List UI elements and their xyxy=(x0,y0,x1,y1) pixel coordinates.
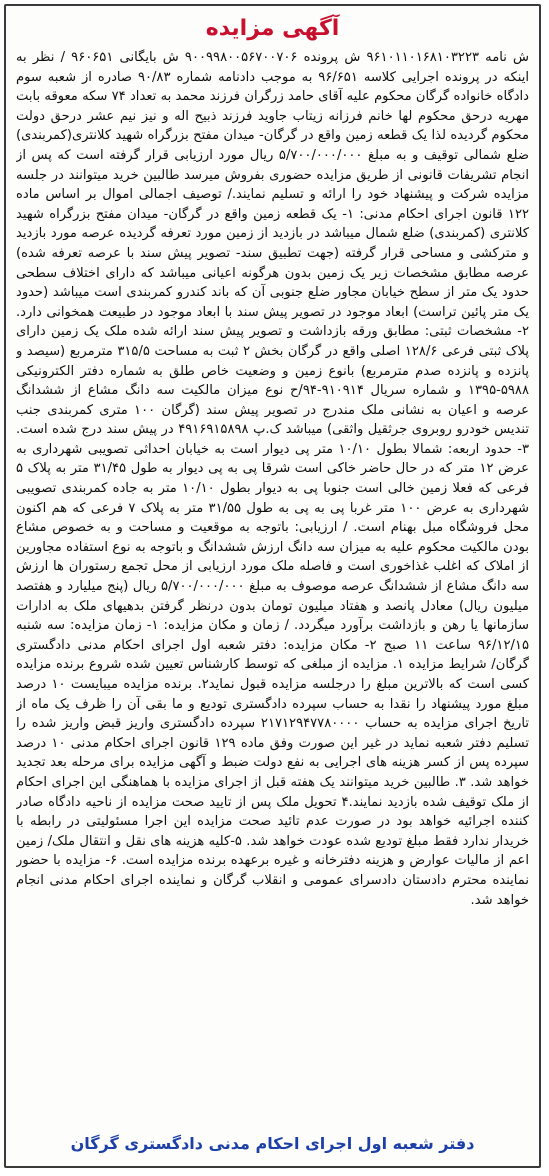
notice-body: ش نامه ۹۶۱۰۱۱۰۱۶۸۱۰۳۲۲۳ ش پرونده ۹۰۰۹۹۸۰۰۵۶۷۰۰۷۰۶ ش بایگانی ۹۶۰۶۵۱ / نظر به اینکه در پرونده اجرایی کلاسه ۹۶/۶۵۱ به موجب دادنامه شماره ۹۰/۸۳ صادره از شعبه سوم دادگاه خانواده گرگان محکوم علیه آقای حامد زرگران فرزند محمد به تعداد ۷۴ سکه معوقه بابت مهریه درحق محکوم لها خانم فرزانه زیتاب جاوید فرزند ذبیح اله و نیز نیم عشر درحق دولت محکوم گردیده لذا یک قطعه زمین واقع در گرگان- میدان مفتح بزرگراه شهید کلانتری(کمربندی) ضلع شمالی توقیف و به مبلغ ۵/۷۰۰/۰۰۰/۰۰۰ ریال مورد ارزیابی قرار گرفته است که پس از انجام تشریفات قانونی از طریق مزایده حضوری بفروش میرسد طالبین خرید میتوانند در جلسه مزایده شرکت و پیشنهاد خود را ارائه و تسلیم نمایند./ توصیف اجمالی اموال بر اساس ماده ۱۲۲ قانون اجرای احکام مدنی: ۱- یک قطعه زمین واقع در گرگان- میدان مفتح بزرگراه شهید کلانتری (کمربندی) ضلع شمال میباشد در بازدید از زمین مورد تعرفه گردیده عرصه مورد بازدید و مترکشی و مساحی قرار گرفته (جهت تطبیق سند- تصویر پیش سند با عرصه تعرفه شده) عرصه مطابق مشخصات زیر یک زمین بدون هرگونه اعیانی میباشد که دارای اختلاف سطحی حدود یک متر از سطح خیابان مجاور ضلع جنوبی آن که باند کندرو کمربندی است میباشد (حدود یک متر پائین تراست) ابعاد موجود در تصویر پیش سند با ابعاد موجود در طبیعت همخوانی دارد. ۲- مشخصات ثبتی: مطابق ورقه بازداشت و تصویر پیش سند ارائه شده ملک یک زمین دارای پلاک ثبتی فرعی ۱۲۸/۶ اصلی واقع در گرگان بخش ۲ ثبت به مساحت ۳۱۵/۵ مترمربع (سیصد و پانزده و پانزده صدم مترمربع) بانوع زمین و وضعیت خاص طلق به شماره دفتر الکترونیکی ۵۹۸۸-۱۳۹۵ و شماره سریال ۹۱۰۹۱۴-۹۴/ح نوع میزان مالکیت سه دانگ مشاع از ششدانگ عرصه و اعیان به نشانی ملک مندرج در تصویر پیش سند (گرگان ۱۰۰ متری کمربندی جنب تندیس خودرو روبروی جرثقیل واثقی) میباشد ک.پ ۴۹۱۶۹۱۵۸۹۸ در پیش سند درج شده است. ۳- حدود اربعه: شمالا بطول ۱۰/۱۰ متر پی دیوار است به خیابان احداثی تصویبی شهرداری به عرض ۱۲ متر که در حال حاضر خاکی است شرقا پی به پی دیوار به طول ۳۱/۴۵ متر به پلاک ۵ فرعی که فعلا زمین خالی است جنوبا پی به دیوار بطول ۱۰/۱۰ متر به جاده کمربندی تصویبی شهرداری به عرض ۱۰۰ متر غربا پی به پی به طول ۳۱/۵۵ متر به پلاک ۷ فرعی که هم اکنون محل فروشگاه مبل بهنام است. / ارزیابی: باتوجه به موقعیت و مساحت و به خصوص مشاع بودن مالکیت محکوم علیه به میزان سه دانگ ارزش ششدانگ و باتوجه به نوع استفاده مجاورین از املاک که اغلب غذاخوری است و فاصله ملک مورد ارزیابی از محل تجمع رستوران ها ارزش سه دانگ مشاع از ششدانگ عرصه موصوف به مبلغ ۵/۷۰۰/۰۰۰/۰۰۰ ریال (پنج میلیارد و هفتصد میلیون ریال) معادل پانصد و هفتاد میلیون تومان بدون درنظر گرفتن بدهیهای ملک به ادارات سازمانها یا رهن و بازداشت برآورد میگردد. / زمان و مکان مزایده: ۱- زمان مزایده: سه شنبه ۹۶/۱۲/۱۵ ساعت ۱۱ صبح ۲- مکان مزایده: دفتر شعبه اول اجرای احکام مدنی دادگستری گرگان/ شرایط مزایده ۱. مزایده از مبلغی که توسط کارشناس تعیین شده شروع برنده مزایده کسی است که بالاترین مبلغ را درجلسه مزایده قبول نماید۲. برنده مزایده میبایست ۱۰ درصد مبلغ مورد پیشنهاد را نقدا به حساب سپرده دادگستری تودیع و ما بقی آن را ظرف یک ماه از تاریخ اجرای مزایده به حساب ۲۱۷۱۲۹۴۷۷۸۰۰۰۰ سپرده دادگستری واریز قبض واریز شده را تسلیم دفتر شعبه نماید در غیر این صورت وفق ماده ۱۲۹ قانون اجرای احکام مدنی ۱۰ درصد سپرده پس از کسر هزینه های اجرایی به نفع دولت ضبط و آگهی مزایده برای مرحله بعد تجدید خواهد شد. ۳. طالبین خرید میتوانند یک هفته قبل از اجرای مزایده با هماهنگی این اجرای احکام از ملک توقیف شده بازدید نمایند.۴ تحویل ملک پس از تایید صحت مزایده از ناحیه دادگاه صادر کننده اجرائیه خواهد بود در صورت عدم تائید صحت مزایده این اجرا مسئولیتی در رابطه با خریدار ندارد فقط مبلغ تودیع شده عودت خواهد شد. ۵-کلیه هزینه های نقل و انتقال ملک/ زمین اعم از مالیات عوارض و هزینه دفترخانه و غیره برعهده برنده مزایده است. ۶- مزایده با حضور نماینده محترم دادستان دادسرای عمومی و انقلاب گرگان و نماینده اجرای احکام مدنی انجام خواهد شد. xyxy=(16,50,529,908)
notice-footer: دفتر شعبه اول اجرای احکام مدنی دادگستری گرگان xyxy=(70,1134,475,1153)
notice-frame xyxy=(4,4,541,1168)
notice-title: آگهی مزایده xyxy=(205,16,340,41)
